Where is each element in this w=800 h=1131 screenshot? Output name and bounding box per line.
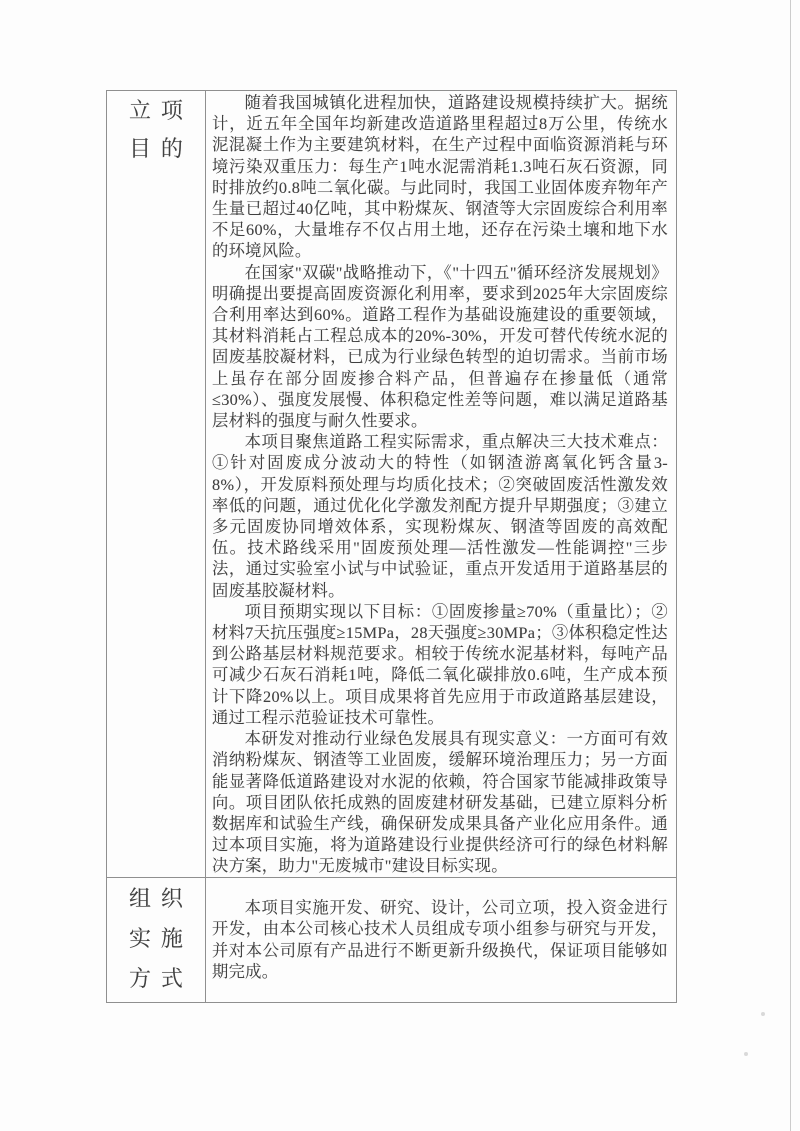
project-approval-table: [106, 90, 677, 1003]
organization-method-content: [206, 877, 677, 1002]
row-header-organization-method: [107, 877, 206, 1002]
row-header-line: 组织: [129, 885, 193, 911]
scan-noise-speck: [761, 1012, 765, 1016]
row-header-line: 方式: [129, 965, 193, 991]
row-header-project-purpose: [107, 91, 206, 878]
page-scan-edge-line: [790, 0, 791, 1131]
row-header-line: 立项: [129, 98, 193, 123]
paragraph: 随着我国城镇化进程加快，道路建设规模持续扩大。据统计，近五年全国年均新建改造道路里程超过8万公里，传统水泥混凝土作为主要建筑材料，在生产过程中面临资源消耗与环境污染双重压力：每生产1吨水泥需消耗1.3吨石灰石资源，同时排放约0.8吨二氧化碳。与此同时，我国工业固体废弃物年产生量已超过40亿吨，其中粉煤灰、钢渣等大宗固废综合利用率不足60%，大量堆存不仅占用土地，还存在污染土壤和地下水的环境风险。: [212, 93, 668, 261]
table-row-project-purpose: [107, 91, 677, 878]
row-header-line: 实施: [129, 925, 193, 951]
row-header-line: 目的: [129, 136, 193, 161]
table-row-organization-method: [107, 877, 677, 1002]
paragraph: 在国家"双碳"战略推动下，《"十四五"循环经济发展规划》明确提出要提高固废资源化利用率，要求到2025年大宗固废综合利用率达到60%。道路工程作为基础设施建设的重要领域，其材料消耗占工程总成本的20%-30%，开发可替代传统水泥的固废基胶凝材料，已成为行业绿色转型的迫切需求。当前市场上虽存在部分固废掺合料产品，但普遍存在掺量低（通常≤30%）、强度发展慢、体积稳定性差等问题，难以满足道路基层材料的强度与耐久性要求。: [212, 262, 668, 431]
project-purpose-content: [206, 91, 677, 878]
paragraph: 本研发对推动行业绿色发展具有现实意义：一方面可有效消纳粉煤灰、钢渣等工业固废，缓解环境治理压力；另一方面能显著降低道路建设对水泥的依赖，符合国家节能减排政策导向。项目团队依托成熟的固废建材研发基础，已建立原料分析数据库和试验生产线，确保研发成果具备产业化应用条件。通过本项目实施，将为道路建设行业提供经济可行的绿色材料解决方案，助力"无废城市"建设目标实现。: [212, 729, 668, 876]
paragraph: 本项目实施开发、研究、设计，公司立项，投入资金进行开发，由本公司核心技术人员组成专项小组参与研究与开发，并对本公司原有产品进行不断更新升级换代，保证项目能够如期完成。: [212, 898, 668, 981]
paragraph: 本项目聚焦道路工程实际需求，重点解决三大技术难点：①针对固废成分波动大的特性（如钢渣游离氧化钙含量3-8%），开发原料预处理与均质化技术；②突破固废活性激发效率低的问题，通过优化化学激发剂配方提升早期强度；③建立多元固废协同增效体系，实现粉煤灰、钢渣等固废的高效配伍。技术路线采用"固废预处理—活性激发—性能调控"三步法，通过实验室小试与中试验证，重点开发适用于道路基层的固废基胶凝材料。: [212, 432, 668, 600]
paragraph: 项目预期实现以下目标：①固废掺量≥70%（重量比）；②材料7天抗压强度≥15MPa，28天强度≥30MPa；③体积稳定性达到公路基层材料规范要求。相较于传统水泥基材料，每吨产品可减少石灰石消耗1吨，降低二氧化碳排放0.6吨，生产成本预计下降20%以上。项目成果将首先应用于市政道路基层建设，通过工程示范验证技术可靠性。: [212, 601, 668, 727]
scan-noise-speck: [744, 1052, 748, 1056]
